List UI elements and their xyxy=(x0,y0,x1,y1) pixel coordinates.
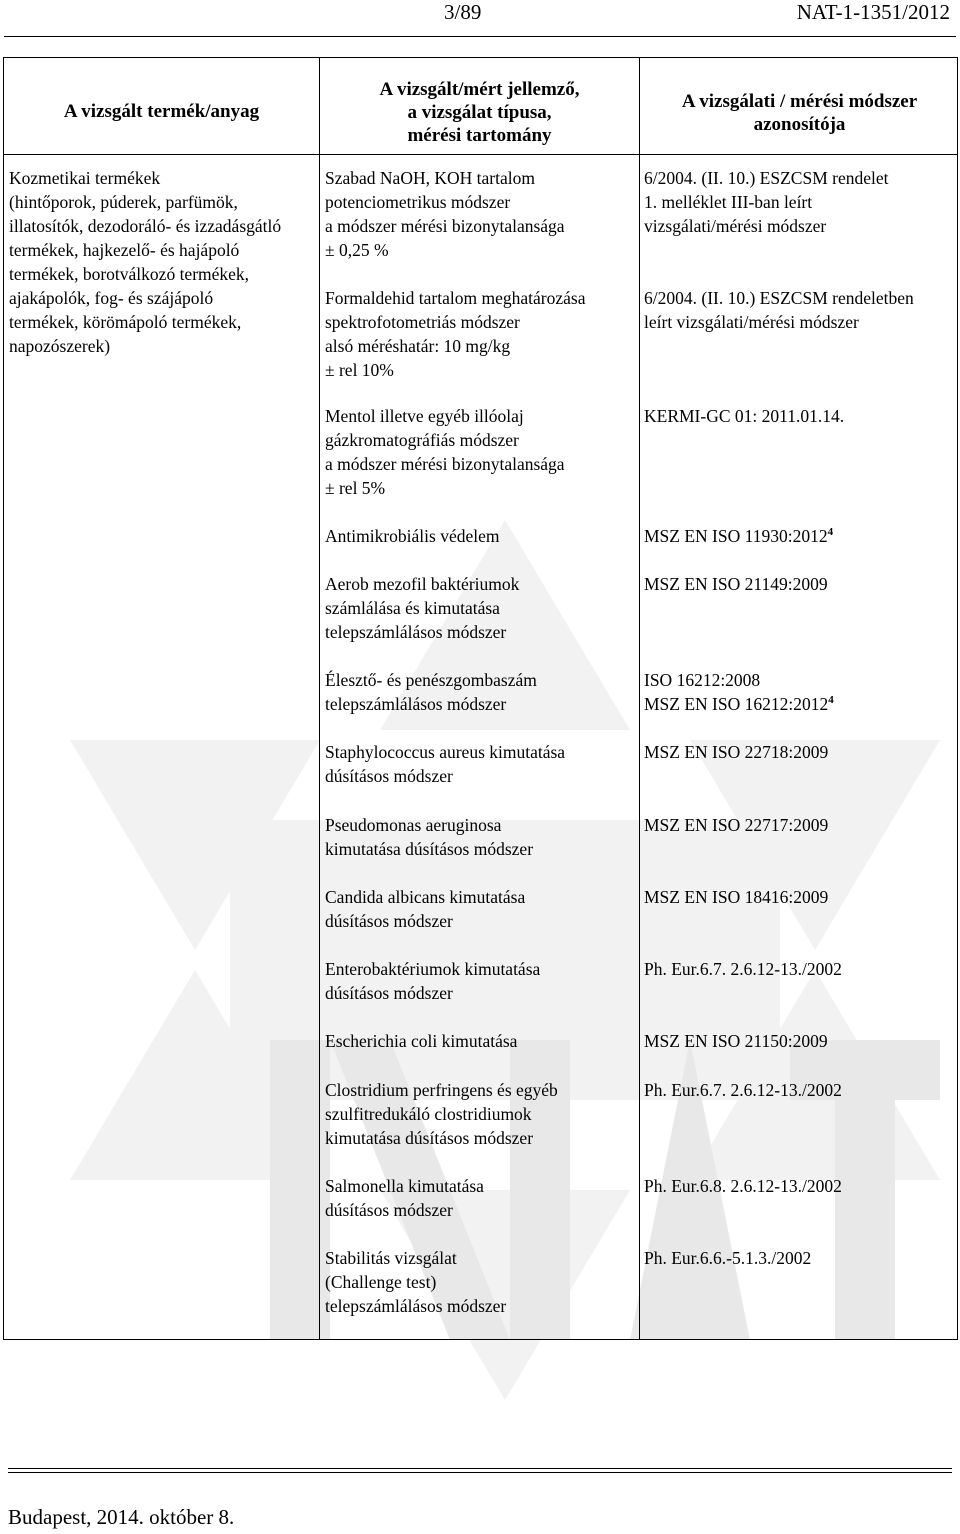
method-cell: MSZ EN ISO 22717:2009 xyxy=(644,815,829,835)
footer-rule xyxy=(8,1472,952,1473)
method-cell: 6/2004. (II. 10.) ESZCSM rendelet 1. melléklet III-ban leírt vizsgálati/mérési módszer xyxy=(644,168,889,236)
method-cell xyxy=(644,524,833,548)
property-cell: Aerob mezofil baktériumok számlálása és kimutatása telepszámlálásos módszer xyxy=(325,574,520,642)
page-header xyxy=(0,0,960,26)
method-cell xyxy=(644,692,834,716)
column-divider xyxy=(639,58,640,1339)
header-divider xyxy=(4,154,957,155)
column-header-method: A vizsgálati / mérési módszer azonosítója xyxy=(681,91,918,135)
method-cell: Ph. Eur.6.7. 2.6.12-13./2002 xyxy=(644,1080,842,1100)
column-header-property: A vizsgált/mért jellemző, a vizsgálat típusa, mérési tartomány xyxy=(379,79,580,146)
method-cell: ISO 16212:2008 xyxy=(644,670,761,690)
document-id: NAT-1-1351/2012 xyxy=(796,0,950,24)
property-cell: Clostridium perfringens és egyéb szulfitredukáló clostridiumok kimutatása dúsításos módszer xyxy=(325,1080,558,1148)
method-cell: MSZ EN ISO 18416:2009 xyxy=(644,887,829,907)
header-rule xyxy=(4,36,956,37)
footer-rule xyxy=(8,1468,952,1469)
method-cell: MSZ EN ISO 22718:2009 xyxy=(644,742,829,762)
method-text: MSZ EN ISO 11930:2012 xyxy=(644,526,828,546)
product-description: Kozmetikai termékek (hintőporok, púderek, parfümök, illatosítók, dezodoráló- és izzadásgátló termékek, hajkezelő- és hajápoló termékek, borotválkozó termékek, ajakápolók, fog- és szájápoló termékek, körömápoló termékek, napozószerek) xyxy=(9,168,282,356)
method-cell: Ph. Eur.6.6.-5.1.3./2002 xyxy=(644,1248,812,1268)
property-cell: Candida albicans kimutatása dúsításos módszer xyxy=(325,887,526,931)
property-cell: Élesztő- és penészgombaszám telepszámlálásos módszer xyxy=(325,670,537,714)
property-cell: Mentol illetve egyéb illóolaj gázkromatográfiás módszer a módszer mérési bizonytalansága ± rel 5% xyxy=(325,406,565,498)
method-cell: MSZ EN ISO 21150:2009 xyxy=(644,1031,828,1051)
column-divider xyxy=(319,58,320,1339)
footnote-marker: 4 xyxy=(828,694,834,707)
property-cell: Staphylococcus aureus kimutatása dúsításos módszer xyxy=(325,742,566,786)
method-cell: Ph. Eur.6.8. 2.6.12-13./2002 xyxy=(644,1176,842,1196)
page-number: 3/89 xyxy=(444,0,482,24)
property-cell: Pseudomonas aeruginosa kimutatása dúsításos módszer xyxy=(325,815,534,859)
property-cell: Szabad NaOH, KOH tartalom potenciometrikus módszer a módszer mérési bizonytalansága ± 0,25 % xyxy=(325,168,565,260)
accreditation-table xyxy=(3,57,958,1340)
property-cell: Enterobaktériumok kimutatása dúsításos módszer xyxy=(325,959,541,1003)
property-cell: Formaldehid tartalom meghatározása spektrofotometriás módszer alsó méréshatár: 10 mg/kg ± rel 10% xyxy=(325,288,586,380)
column-header-product: A vizsgált termék/anyag xyxy=(63,101,260,122)
footnote-marker: 4 xyxy=(827,526,834,539)
method-cell: KERMI-GC 01: 2011.01.14. xyxy=(644,406,845,426)
property-cell: Stabilitás vizsgálat (Challenge test) telepszámlálásos módszer xyxy=(325,1248,507,1316)
method-cell: 6/2004. (II. 10.) ESZCSM rendeletben leírt vizsgálati/mérési módszer xyxy=(644,288,914,332)
method-text: MSZ EN ISO 16212:2012 xyxy=(644,694,829,714)
property-cell: Escherichia coli kimutatása xyxy=(325,1031,518,1051)
method-cell: Ph. Eur.6.7. 2.6.12-13./2002 xyxy=(644,959,842,979)
method-cell: MSZ EN ISO 21149:2009 xyxy=(644,574,828,594)
property-cell: Antimikrobiális védelem xyxy=(325,526,500,546)
footer-place-date: Budapest, 2014. október 8. xyxy=(8,1505,235,1529)
property-cell: Salmonella kimutatása dúsításos módszer xyxy=(325,1176,484,1220)
